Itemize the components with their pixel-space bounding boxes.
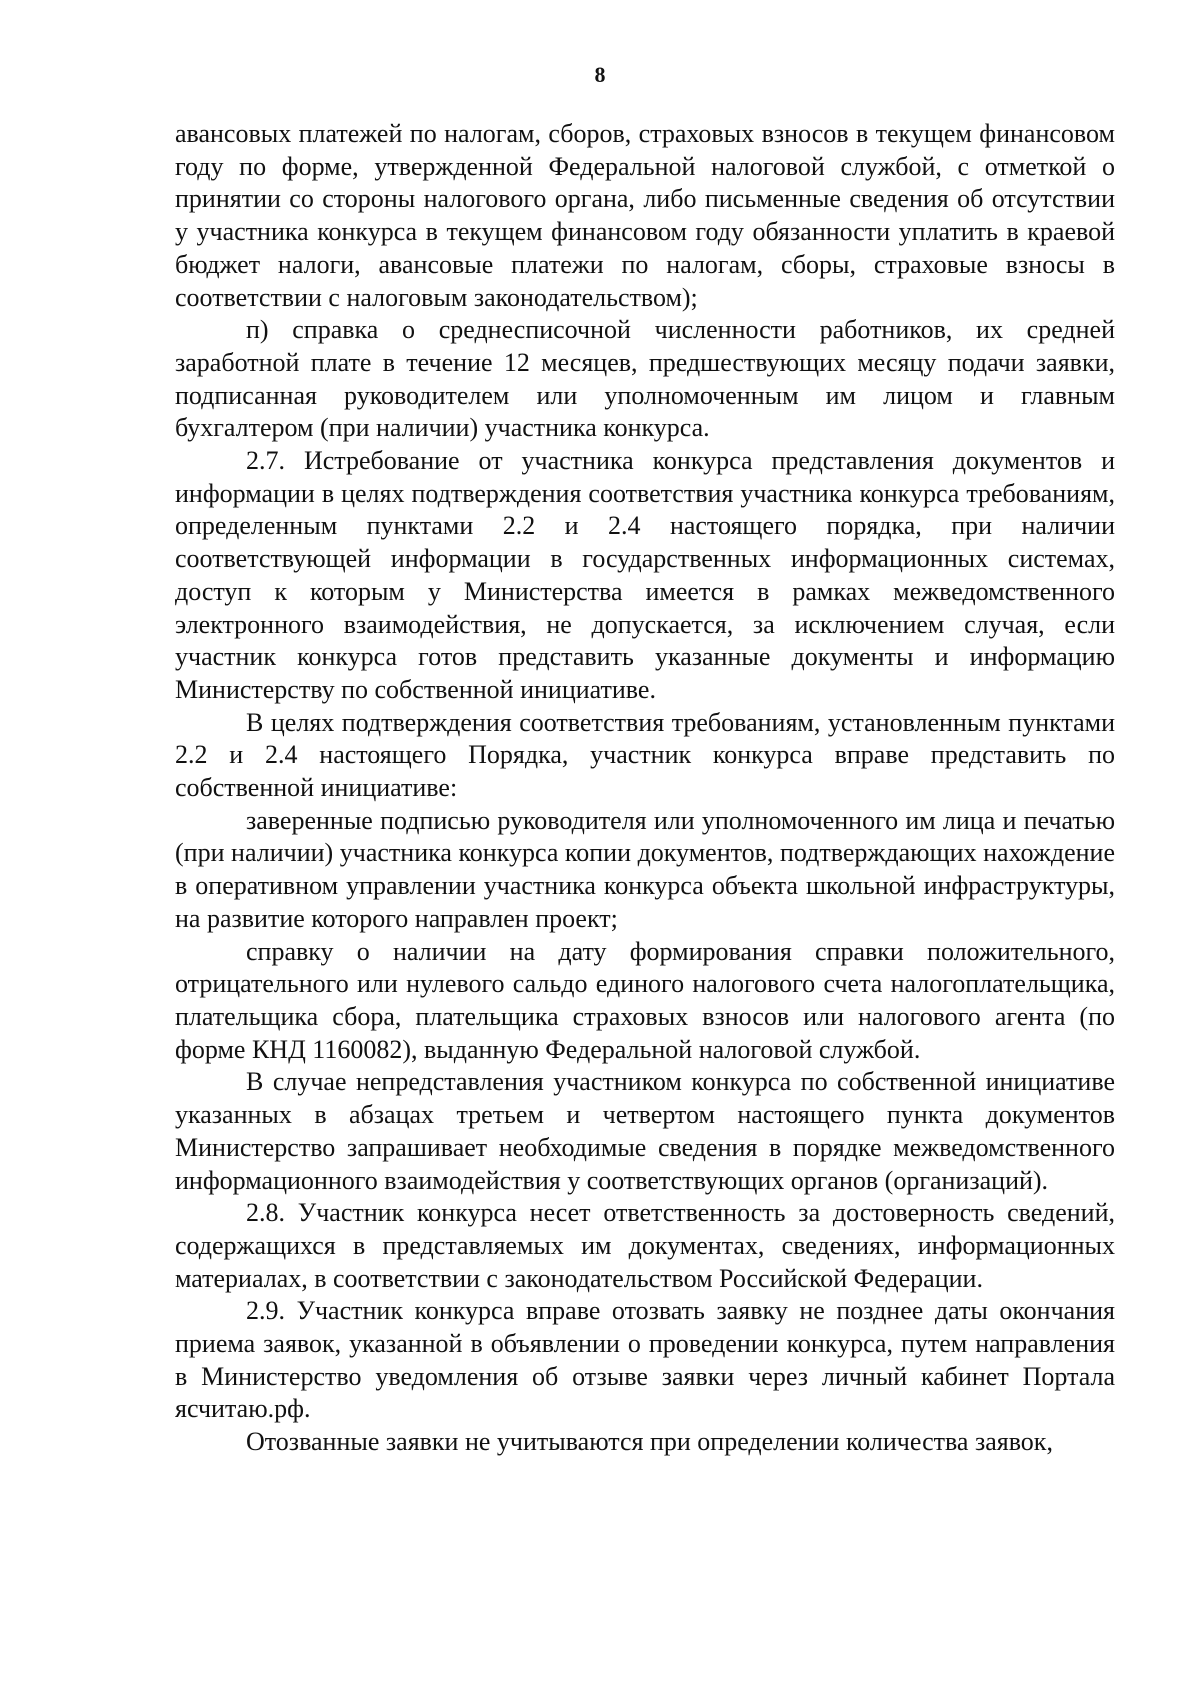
paragraph-interagency-request: В случае непредставления участником конкурса по собственной инициативе указанных в абзацах третьем и четвертом настоящего пункта документов Министерство запрашивает необходимые сведения в порядке межведомственного информационного взаимодействия у соответствующих органов (организаций). [175, 1067, 1115, 1195]
paragraph-withdrawn-applications: Отозванные заявки не учитываются при определении количества заявок, [246, 1427, 1053, 1457]
paragraph-certified-copies: заверенные подписью руководителя или уполномоченного им лица и печатью (при наличии) участника конкурса копии документов, подтверждающих нахождение в оперативном управлении участника конкурса объекта школьной инфраструктуры, на развитие которого направлен проект; [175, 805, 1115, 933]
document-body [175, 118, 1115, 1459]
paragraph-clause-2-7: 2.7. Истребование от участника конкурса представления документов и информации в целях подтверждения соответствия участника конкурса требованиям, определенным пунктами 2.2 и 2.4 настоящего порядка, при наличии соответствующей информации в государственных информационных системах, доступ к которым у Министерства имеется в рамках межведомственного электронного взаимодействия, не допускается, за исключением случая, если участник конкурса готов представить указанные документы и информацию Министерству по собственной инициативе. [175, 446, 1115, 704]
paragraph-clause-2-8: 2.8. Участник конкурса несет ответственность за достоверность сведений, содержащихся в представляемых им документах, сведениях, информационных материалах, в соответствии с законодательством Российской Федерации. [175, 1198, 1115, 1293]
paragraph-item-p-headcount-certificate: п) справка о среднесписочной численности работников, их средней заработной плате в течение 12 месяцев, предшествующих месяцу подачи заявки, подписанная руководителем или уполномоченным им лицом и главным бухгалтером (при наличии) участника конкурса. [175, 315, 1115, 443]
paragraph-own-initiative-intro: В целях подтверждения соответствия требованиям, установленным пунктами 2.2 и 2.4 настоящего Порядка, участник конкурса вправе представить по собственной инициативе: [175, 707, 1115, 803]
paragraph-clause-2-9: 2.9. Участник конкурса вправе отозвать заявку не позднее даты окончания приема заявок, указанной в объявлении о проведении конкурса, путем направления в Министерство уведомления об отзыве заявки через личный кабинет Портала ясчитаю.рф. [175, 1296, 1115, 1424]
paragraph-advance-payments-continuation: авансовых платежей по налогам, сборов, страховых взносов в текущем финансовом году по форме, утвержденной Федеральной налоговой службой, с отметкой о принятии со стороны налогового органа, либо письменные сведения об отсутствии у участника конкурса в текущем финансовом году обязанности уплатить в краевой бюджет налоги, авансовые платежи по налогам, сборы, страховые взносы в соответствии с налоговым законодательством); [175, 119, 1115, 312]
page-number: 8 [594, 62, 606, 87]
paragraph-tax-balance-certificate: справку о наличии на дату формирования справки положительного, отрицательного или нулевого сальдо единого налогового счета налогоплательщика, плательщика сбора, плательщика страховых взносов или налогового агента (по форме КНД 1160082), выданную Федеральной налоговой службой. [175, 936, 1115, 1064]
